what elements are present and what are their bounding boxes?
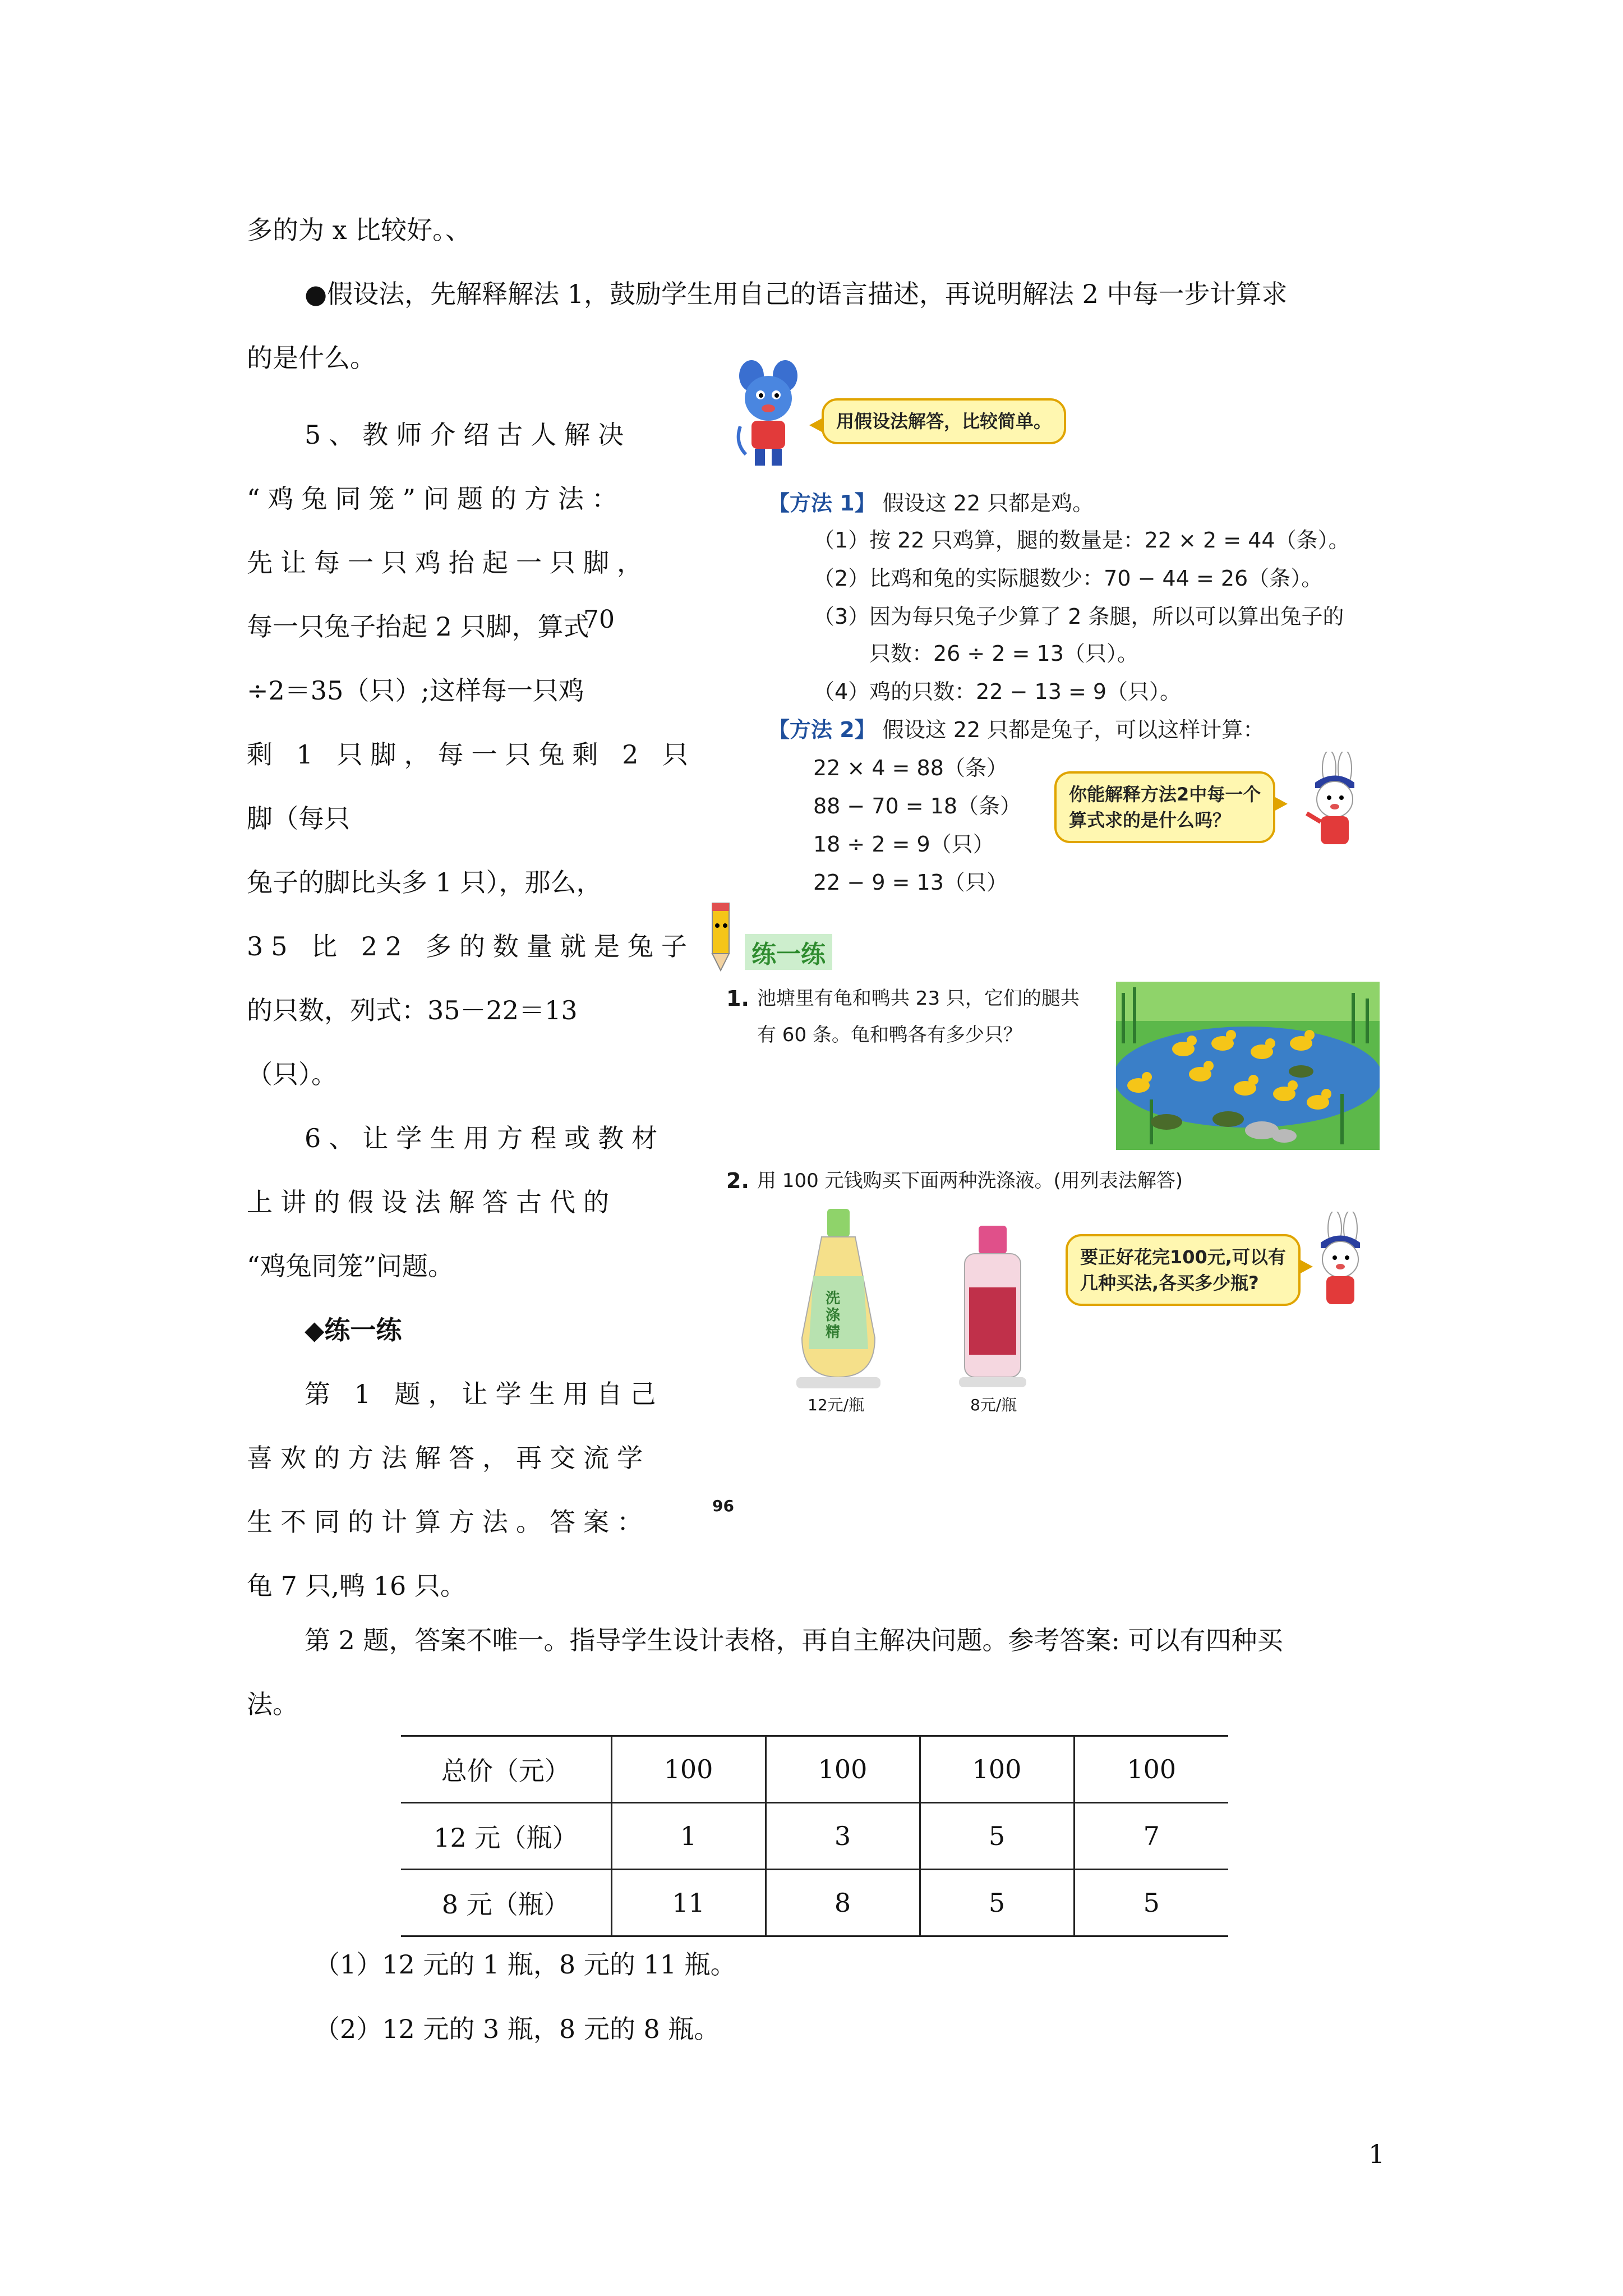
rabbit-mascot-2-icon <box>1307 1212 1374 1313</box>
table-row <box>401 1736 1228 1803</box>
left-line-11: （只）。 <box>247 1059 337 1089</box>
method1-bracket: 【方法 1】 <box>768 491 876 516</box>
rabbit-bubble2-line2: 几种买法,各买多少瓶? <box>1080 1272 1259 1294</box>
table-cell: 100 <box>920 1736 1074 1803</box>
rabbit-bubble2-line1: 要正好花完100元,可以有 <box>1080 1246 1286 1268</box>
method1-title: 假设这 22 只都是鸡。 <box>882 491 1094 516</box>
answer-2: （2）12 元的 3 瓶，8 元的 8 瓶。 <box>314 2014 720 2044</box>
left-line-12: 6、让学生用方程或教材 <box>305 1123 666 1153</box>
answer-1: （1）12 元的 1 瓶，8 元的 11 瓶。 <box>314 1949 736 1980</box>
method2-step-4: 22 − 9 = 13（只） <box>813 870 1008 895</box>
left-line-4: 每一只兔子抬起 2 只脚，算式 <box>247 611 589 642</box>
rabbit-speech-bubble-2 <box>1066 1234 1301 1306</box>
method1-step-3: （3）因为每只兔子少算了 2 条腿，所以可以算出兔子的 <box>813 604 1344 629</box>
left-line-5: ÷2＝35（只）;这样每一只鸡 <box>247 675 584 706</box>
method2-step-3: 18 ÷ 2 = 9（只） <box>813 832 994 857</box>
mouse-speech-bubble: 用假设法解答，比较简单。 <box>822 398 1066 444</box>
table-cell: 12 元（瓶） <box>401 1803 611 1870</box>
left-line-6: 剩 1 只脚，每一只兔剩 2 只 <box>247 739 697 770</box>
method1-step-4: （4）鸡的只数：22 − 13 = 9（只）。 <box>813 679 1182 704</box>
page-number: 1 <box>1368 2139 1385 2169</box>
table-cell: 5 <box>920 1803 1074 1870</box>
bottle2-price: 8元/瓶 <box>970 1396 1017 1414</box>
left-line-7: 脚（每只 <box>247 803 350 834</box>
method2-bracket: 【方法 2】 <box>768 717 876 742</box>
q2-text: 用 100 元钱购买下面两种洗涤液。(用列表法解答) <box>757 1170 1183 1192</box>
textbook-page-number: 96 <box>712 1497 734 1515</box>
left-line-1: 5、教师介绍古人解决 <box>305 420 632 450</box>
q1-line2: 有 60 条。龟和鸭各有多少只？ <box>757 1024 1022 1046</box>
method2-title: 假设这 22 只都是兔子，可以这样计算： <box>882 717 1265 742</box>
table-cell: 5 <box>920 1870 1074 1936</box>
table-cell: 100 <box>766 1736 920 1803</box>
purchase-table <box>401 1735 1228 1937</box>
left-line-8: 兔子的脚比头多 1 只），那么， <box>247 867 602 898</box>
left-line-17: 喜欢的方法解答，再交流学 <box>247 1443 651 1473</box>
practice-title: 练一练 <box>745 934 832 970</box>
method2-header <box>768 716 1264 744</box>
text-line-top: 多的为 x 比较好。、 <box>247 215 472 245</box>
paragraph-q2-line2: 法。 <box>247 1689 298 1719</box>
table-cell: 8 元（瓶） <box>401 1870 611 1936</box>
table-row <box>401 1803 1228 1870</box>
left-line-2: “鸡兔同笼”问题的方法： <box>247 484 626 514</box>
table-row <box>401 1870 1228 1936</box>
table-cell: 总价（元） <box>401 1736 611 1803</box>
left-line-3: 先让每一只鸡抬起一只脚， <box>247 547 651 578</box>
pencil-icon <box>701 898 740 976</box>
table-cell: 100 <box>1074 1736 1228 1803</box>
table-cell: 11 <box>611 1870 766 1936</box>
table-cell: 5 <box>1074 1870 1228 1936</box>
left-line-practice-heading: ◆练一练 <box>305 1315 402 1345</box>
table-cell: 3 <box>766 1803 920 1870</box>
paragraph-q2-line1: 第 2 题，答案不唯一。指导学生设计表格，再自主解决问题。参考答案: 可以有四种买 <box>305 1625 1283 1655</box>
method1-header <box>768 489 1094 517</box>
q2-number: 2. <box>726 1168 749 1193</box>
detergent-bottle-2-icon <box>959 1226 1026 1388</box>
q1-number: 1. <box>726 986 749 1011</box>
left-line-10: 的只数，列式：35－22＝13 <box>247 995 578 1025</box>
rabbit-bubble1-line1: 你能解释方法2中每一个 <box>1069 784 1261 805</box>
method2-step-1: 22 × 4 = 88（条） <box>813 756 1008 780</box>
method1-step-2: （2）比鸡和兔的实际腿数少：70 − 44 = 26（条）。 <box>813 566 1323 591</box>
method2-step-2: 88 − 70 = 18（条） <box>813 794 1022 818</box>
method1-step-1: （1）按 22 只鸡算，腿的数量是：22 × 2 = 44（条）。 <box>813 528 1350 553</box>
table-cell: 7 <box>1074 1803 1228 1870</box>
paragraph-assumption-line2: 的是什么。 <box>247 343 376 373</box>
rabbit-bubble1-line2: 算式求的是什么吗？ <box>1069 809 1231 831</box>
left-line-16: 第 1 题，让学生用自己 <box>305 1379 664 1409</box>
table-cell: 1 <box>611 1803 766 1870</box>
method1-step-3-cont: 只数：26 ÷ 2 = 13（只）。 <box>869 641 1138 666</box>
table-cell: 100 <box>611 1736 766 1803</box>
bottle1-label: 洗涤精 <box>826 1290 841 1341</box>
textbook-image <box>701 359 1402 1531</box>
table-cell: 8 <box>766 1870 920 1936</box>
mouse-mascot-icon <box>735 359 802 471</box>
left-line-14: “鸡兔同笼”问题。 <box>247 1251 454 1281</box>
q1-line1: 池塘里有龟和鸭共 23 只，它们的腿共 <box>757 987 1080 1010</box>
overlap-digits: 70 <box>583 605 615 634</box>
paragraph-assumption-line1: ●假设法，先解释解法 1，鼓励学生用自己的语言描述，再说明解法 2 中每一步计算求 <box>305 279 1288 309</box>
left-line-19: 龟 7 只,鸭 16 只。 <box>247 1571 466 1601</box>
left-line-9: 35 比 22 多的数量就是兔子 <box>247 931 695 961</box>
bottle1-price: 12元/瓶 <box>808 1396 865 1414</box>
rabbit-speech-bubble-1 <box>1054 771 1275 843</box>
pond-illustration <box>1116 982 1380 1150</box>
left-line-13: 上讲的假设法解答古代的 <box>247 1187 617 1217</box>
left-line-18: 生不同的计算方法。答案： <box>247 1507 651 1537</box>
left-column-text <box>247 403 697 1618</box>
rabbit-mascot-icon <box>1301 752 1368 853</box>
